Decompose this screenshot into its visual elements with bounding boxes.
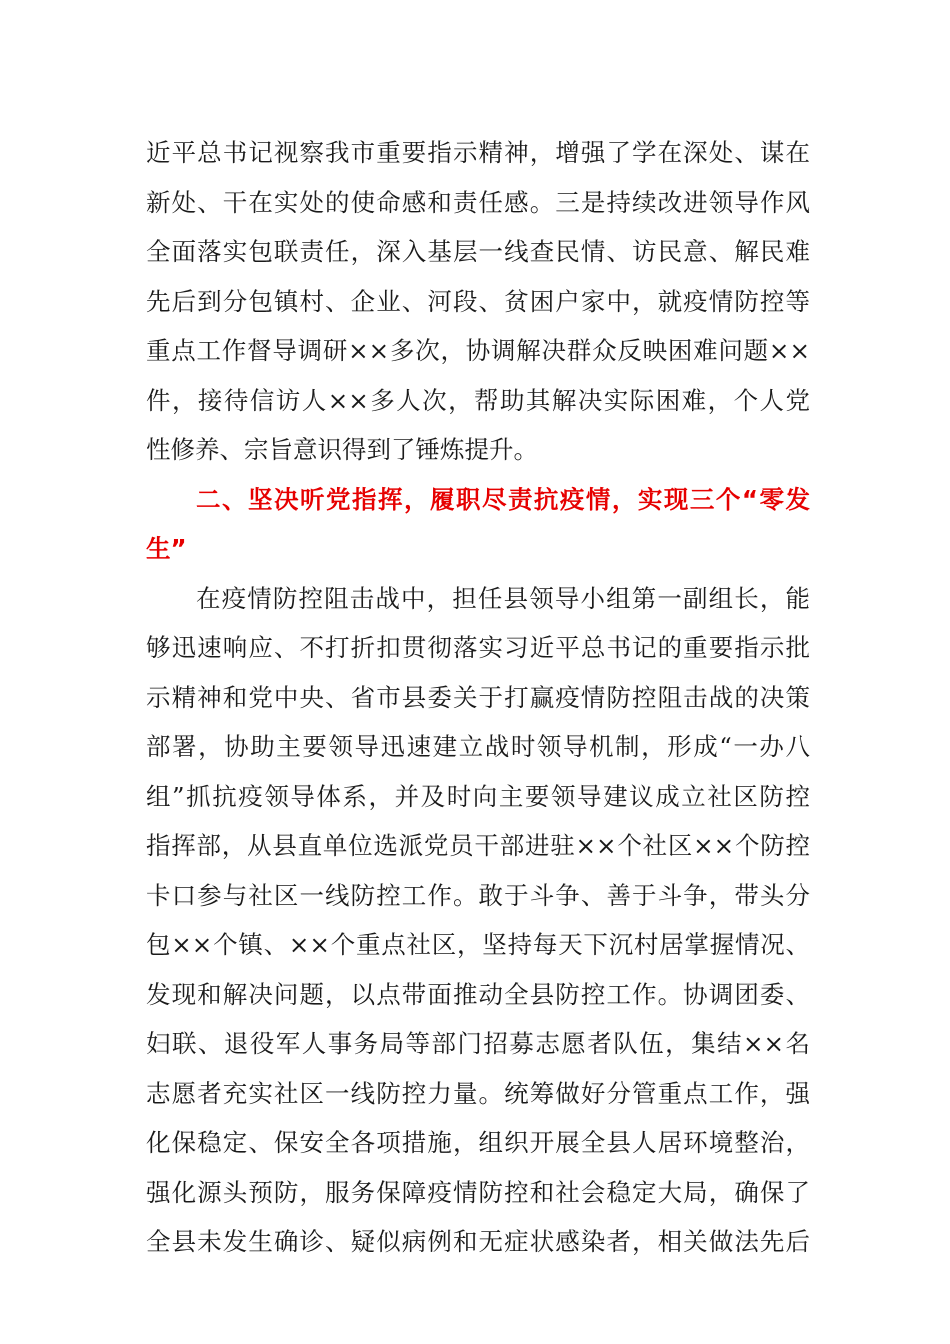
text-line: 够迅速响应、不打折扣贯彻落实习近平总书记的重要指示批 [146, 633, 810, 662]
text-line: 新处、干在实处的使命感和责任感。三是持续改进领导作风 [146, 188, 810, 217]
text-line: 发现和解决问题，以点带面推动全县防控工作。协调团委、 [146, 980, 810, 1009]
text-line: 强化源头预防，服务保障疫情防控和社会稳定大局，确保了 [146, 1178, 810, 1207]
text-line: 全面落实包联责任，深入基层一线查民情、访民意、解民难 [146, 237, 810, 266]
text-line: 在疫情防控阻击战中，担任县领导小组第一副组长，能 [196, 584, 810, 613]
heading-line: 生” [146, 534, 187, 563]
text-line: 指挥部，从县直单位选派党员干部进驻××个社区××个防控 [146, 831, 810, 860]
text-line: 卡口参与社区一线防控工作。敢于斗争、善于斗争，带头分 [146, 881, 810, 910]
text-line: 性修养、宗旨意识得到了锤炼提升。 [146, 435, 538, 464]
text-line: 重点工作督导调研××多次，协调解决群众反映困难问题×× [146, 336, 810, 365]
text-line: 近平总书记视察我市重要指示精神，增强了学在深处、谋在 [146, 138, 810, 167]
heading-line: 二、坚决听党指挥，履职尽责抗疫情，实现三个“零发 [196, 485, 810, 514]
text-line: 部署，协助主要领导迅速建立战时领导机制，形成“一办八 [146, 732, 810, 761]
text-line: 化保稳定、保安全各项措施，组织开展全县人居环境整治， [146, 1128, 810, 1157]
text-line: 示精神和党中央、省市县委关于打赢疫情防控阻击战的决策 [146, 683, 810, 712]
text-line: 组”抓抗疫领导体系，并及时向主要领导建议成立社区防控 [146, 782, 810, 811]
text-line: 志愿者充实社区一线防控力量。统筹做好分管重点工作，强 [146, 1079, 810, 1108]
text-line: 件，接待信访人××多人次，帮助其解决实际困难，个人党 [146, 386, 810, 415]
text-line: 包××个镇、××个重点社区，坚持每天下沉村居掌握情况、 [146, 930, 810, 959]
text-line: 妇联、退役军人事务局等部门招募志愿者队伍，集结××名 [146, 1029, 810, 1058]
text-line: 先后到分包镇村、企业、河段、贫困户家中，就疫情防控等 [146, 287, 810, 316]
text-line: 全县未发生确诊、疑似病例和无症状感染者，相关做法先后 [146, 1227, 810, 1256]
